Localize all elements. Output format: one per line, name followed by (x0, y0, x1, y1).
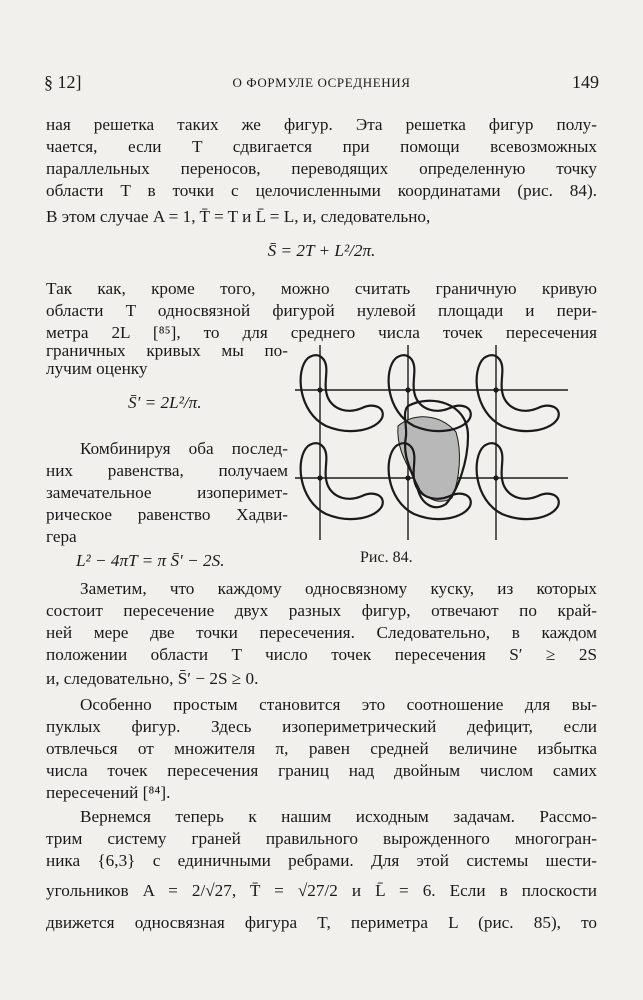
text-line: Вернемся теперь к нашим исходным задачам. Рассмо- (80, 807, 597, 826)
text-line: параллельных переносов, переводящих определенную точку (46, 159, 597, 178)
running-header (44, 72, 599, 100)
text-line: лучим оценку (46, 359, 148, 378)
figure-caption: Рис. 84. (360, 549, 413, 566)
text-line: граничных кривых мы по- (46, 341, 288, 360)
text-line: пересечений [⁸⁴]. (46, 783, 171, 802)
text-line: области T в точки с целочисленными координатами (рис. 84). (46, 181, 597, 200)
text-line: области T односвязной фигурой нулевой площади и пери- (46, 301, 597, 320)
text-line: состоит пересечение двух разных фигур, отвечают по край- (46, 601, 597, 620)
running-title: О ФОРМУЛЕ ОСРЕДНЕНИЯ (232, 75, 411, 90)
text-line: чается, если T сдвигается при помощи всевозможных (46, 137, 597, 156)
text-line: положении области T число точек пересечения S′ ≥ 2S (46, 645, 597, 664)
text-line: Заметим, что каждому односвязному куску, из которых (80, 579, 597, 598)
text-line: угольников A = 2/√27, T̄ = √27/2 и L̄ = 6. Если в плоскости (46, 881, 597, 900)
page-number: 149 (572, 72, 599, 92)
formula: L² − 4πT = π S̄′ − 2S. (76, 551, 225, 570)
text-line: и, следовательно, S̄′ − 2S ≥ 0. (46, 669, 259, 688)
text-line: замечательное изоперимет- (46, 483, 288, 502)
formula: S̄′ = 2L²/π. (128, 393, 202, 412)
tile-shape (301, 355, 383, 431)
text-line: них равенства, получаем (46, 461, 288, 480)
text-line: ней мере две точки пересечения. Следовательно, в каждом (46, 623, 597, 642)
text-line: метра 2L [⁸⁵], то для среднего числа точек пересечения (46, 323, 597, 342)
text-line: ника {6,3} с единичными ребрами. Для этой системы шести- (46, 851, 597, 870)
tile-shape (301, 443, 383, 519)
tile-shape (477, 443, 559, 519)
text-line: движется односвязная фигура T, периметра L (рис. 85), то (46, 913, 597, 932)
text-line: рическое равенство Хадви- (46, 505, 288, 524)
text-line: Комбинируя оба послед- (80, 439, 288, 458)
section-mark: § 12] (44, 72, 82, 92)
figure-84 (290, 340, 572, 545)
text-line: числа точек пересечения границ над двойным числом самих (46, 761, 597, 780)
text-line: ная решетка таких же фигур. Эта решетка фигур полу- (46, 115, 597, 134)
formula: S̄ = 2T + L²/2π. (267, 241, 376, 260)
text-line: отвлечься от множителя π, равен средней величине избытка (46, 739, 597, 758)
text-line: В этом случае A = 1, T̄ = T и L̄ = L, и, следовательно, (46, 207, 431, 226)
text-line: Так как, кроме того, можно считать граничную кривую (46, 279, 597, 298)
tile-shape (477, 355, 559, 431)
text-line: трим систему граней правильного вырожденного многогран- (46, 829, 597, 848)
text-line: пуклых фигур. Здесь изопериметрический дефицит, если (46, 717, 597, 736)
text-line: гера (46, 527, 77, 546)
text-line: Особенно простым становится это соотношение для вы- (80, 695, 597, 714)
